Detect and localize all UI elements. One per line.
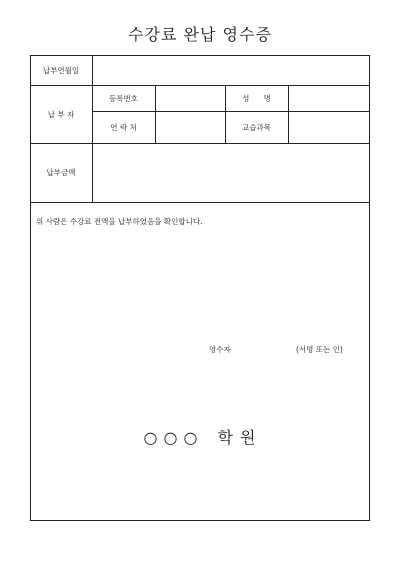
academy-name-placeholder: ○○○ bbox=[143, 428, 204, 447]
payer-label: 납 부 자 bbox=[47, 109, 75, 119]
document-title: 수강료 완납 영수증 bbox=[128, 25, 272, 44]
reg-no-field[interactable] bbox=[155, 85, 225, 111]
academy-suffix: 학 원 bbox=[217, 428, 257, 447]
course-field[interactable] bbox=[288, 111, 370, 143]
row-divider-4 bbox=[30, 202, 370, 203]
course-label: 교습과목 bbox=[242, 122, 271, 132]
amount-field[interactable] bbox=[92, 143, 370, 202]
name-field[interactable] bbox=[288, 85, 370, 111]
contact-label: 연 락 처 bbox=[110, 122, 137, 132]
academy-name bbox=[0, 425, 400, 448]
signature-note: (서명 또는 인) bbox=[296, 345, 343, 354]
payment-date-field[interactable] bbox=[92, 55, 370, 85]
payment-date-label: 납부연월일 bbox=[42, 65, 80, 75]
amount-label: 납부금액 bbox=[46, 168, 76, 177]
confirmation-statement: 위 사람은 수강료 전액을 납부하였음을 확인합니다. bbox=[36, 217, 203, 226]
receiver-label: 영수자 bbox=[209, 345, 231, 354]
reg-no-label: 등록번호 bbox=[109, 93, 138, 103]
contact-field[interactable] bbox=[155, 111, 225, 143]
name-label: 성 명 bbox=[242, 93, 271, 103]
